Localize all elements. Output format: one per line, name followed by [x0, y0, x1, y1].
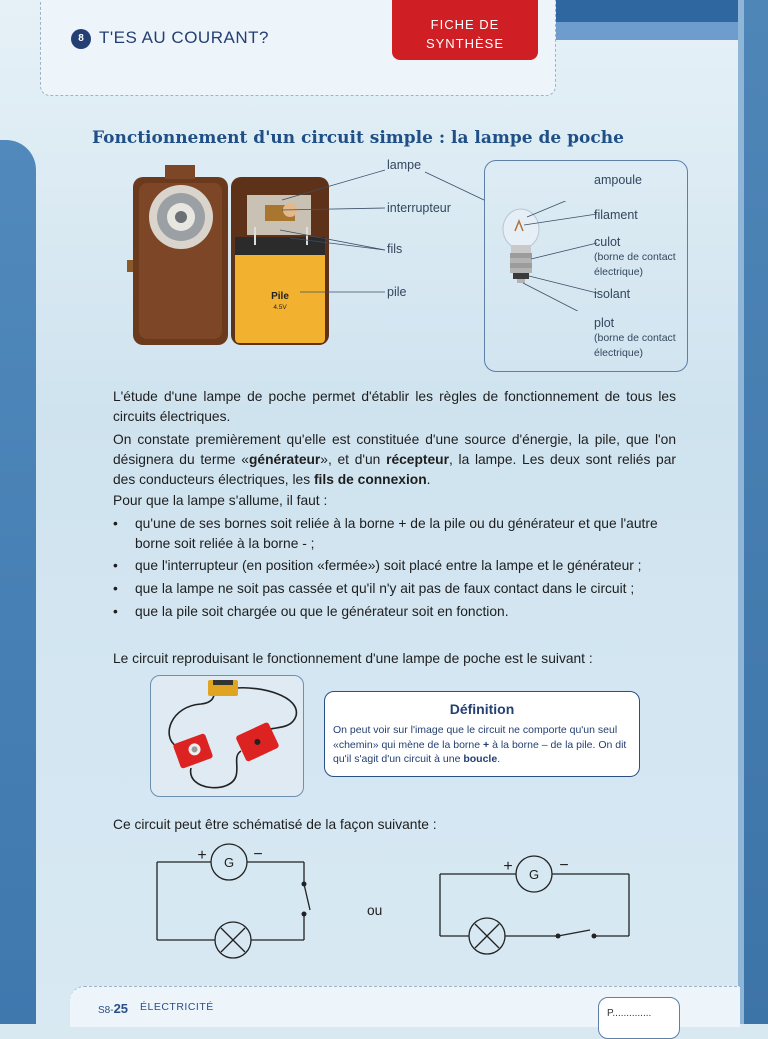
- paragraph-circuit-intro: Le circuit reproduisant le fonctionnement d'une lampe de poche est le suivant :: [113, 651, 593, 666]
- label-culot: culot: [594, 235, 621, 249]
- p-field-box: [598, 997, 680, 1039]
- label-interrupteur: interrupteur: [387, 201, 451, 215]
- chapter-number-badge: 8: [71, 29, 91, 49]
- label-filament: filament: [594, 208, 638, 222]
- label-plot: plot: [594, 316, 615, 330]
- label-culot-note-2: électrique): [594, 266, 644, 278]
- p-field: P..............: [607, 1008, 652, 1019]
- light-bulb-image: [491, 201, 601, 311]
- battery-label: Pile: [271, 291, 289, 302]
- generator-symbol: G: [528, 867, 540, 882]
- label-plot-note-2: électrique): [594, 347, 644, 359]
- paragraph-schematic-intro: Ce circuit peut être schématisé de la façon suivante :: [113, 817, 437, 832]
- page-number: S8-25: [98, 1001, 129, 1016]
- label-culot-note-1: (borne de contact: [594, 251, 676, 263]
- fiche-synthese-tab: [392, 0, 538, 60]
- left-decorative-band: [0, 140, 36, 1024]
- definition-title: Définition: [449, 701, 515, 717]
- label-plot-note-1: (borne de contact: [594, 332, 676, 344]
- chapter-title: T'ES AU COURANT?: [99, 28, 269, 47]
- section-title: Fonctionnement d'un circuit simple : la lampe de poche: [92, 128, 624, 148]
- or-label: ou: [367, 903, 383, 918]
- label-ampoule: ampoule: [594, 173, 642, 187]
- bulb-diagram-box: [484, 160, 688, 372]
- label-fils: fils: [387, 242, 403, 256]
- battery-voltage: 4.5V: [273, 304, 287, 311]
- label-lampe: lampe: [387, 158, 422, 172]
- footer-section: ÉLECTRICITÉ: [140, 1001, 214, 1013]
- paragraph-components: On constate premièrement qu'elle est constituée d'une source d'énergie, la pile, que l'on désignera du terme «générateur», et d'un récepteur, la lampe. Les deux sont reliés par des conducteurs électriques, les fils de connexion.: [113, 432, 676, 487]
- minus-sign: −: [559, 857, 569, 874]
- circuit-photo: [150, 675, 304, 797]
- definition-box: [324, 691, 640, 777]
- plus-sign: +: [503, 858, 513, 875]
- flashlight-leader-lines: [280, 160, 490, 310]
- plus-sign: +: [197, 847, 207, 864]
- minus-sign: −: [253, 846, 263, 863]
- right-decorative-band: [744, 0, 768, 1024]
- label-isolant: isolant: [594, 287, 631, 301]
- top-decorative-band-light: [540, 22, 768, 40]
- circuit-schematic-1: [150, 842, 315, 962]
- label-pile: pile: [387, 285, 407, 299]
- circuit-schematic-2: [432, 848, 637, 960]
- fiche-line-2: SYNTHÈSE: [425, 36, 505, 51]
- definition-text: On peut voir sur l'image que le circuit ne comporte qu'un seul «chemin» qui mène de la borne + à la borne – de la pile. On dit qu'il s'agit d'un circuit à une boucle.: [333, 724, 627, 765]
- paragraph-intro: L'étude d'une lampe de poche permet d'établir les règles de fonctionnement de tous les circuits électriques.: [113, 389, 676, 424]
- generator-symbol: G: [223, 855, 235, 870]
- fiche-line-1: FICHE DE: [430, 17, 500, 32]
- top-decorative-band: [540, 0, 768, 22]
- paragraph-conditions: Pour que la lampe s'allume, il faut :: [113, 493, 328, 508]
